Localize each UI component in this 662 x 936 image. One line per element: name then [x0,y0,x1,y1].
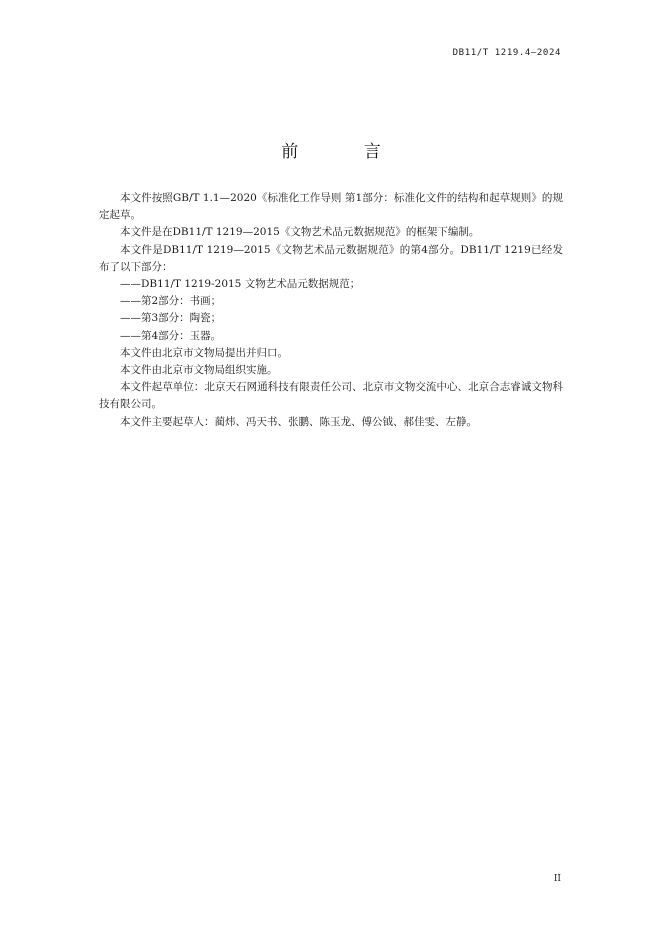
list-item: ——第4部分：玉器。 [120,329,222,342]
foreword-body [99,190,563,431]
paragraph-part-statement: 本文件是DB11/T 1219—2015《文物艺术品元数据规范》的第4部分。DB11/T 1219已经发布了以下部分： [99,243,563,273]
paragraph-framework: 本文件是在DB11/T 1219—2015《文物艺术品元数据规范》的框架下编制。 [120,226,480,239]
page-title: 前 言 [281,142,411,162]
page-number: II [553,874,561,884]
document-code-header: DB11/T 1219.4—2024 [452,48,561,58]
paragraph-proposer: 本文件由北京市文物局提出并归口。 [120,346,288,359]
paragraph-drafting-basis: 本文件按照GB/T 1.1—2020《标准化工作导则 第1部分：标准化文件的结构和起草规则》的规定起草。 [99,192,563,222]
paragraph-drafting-units: 本文件起草单位：北京天石网通科技有限责任公司、北京市文物交流中心、北京合志睿诚文物科技有限公司。 [99,381,563,411]
paragraph-drafters: 本文件主要起草人：蔺炜、冯天书、张鹏、陈玉龙、傅公钺、郝佳雯、左静。 [120,415,477,428]
list-item: ——DB11/T 1219-2015 文物艺术品元数据规范； [120,278,361,291]
list-item: ——第3部分：陶瓷； [120,312,222,325]
paragraph-implementer: 本文件由北京市文物局组织实施。 [120,364,278,377]
list-item: ——第2部分：书画； [120,295,222,308]
